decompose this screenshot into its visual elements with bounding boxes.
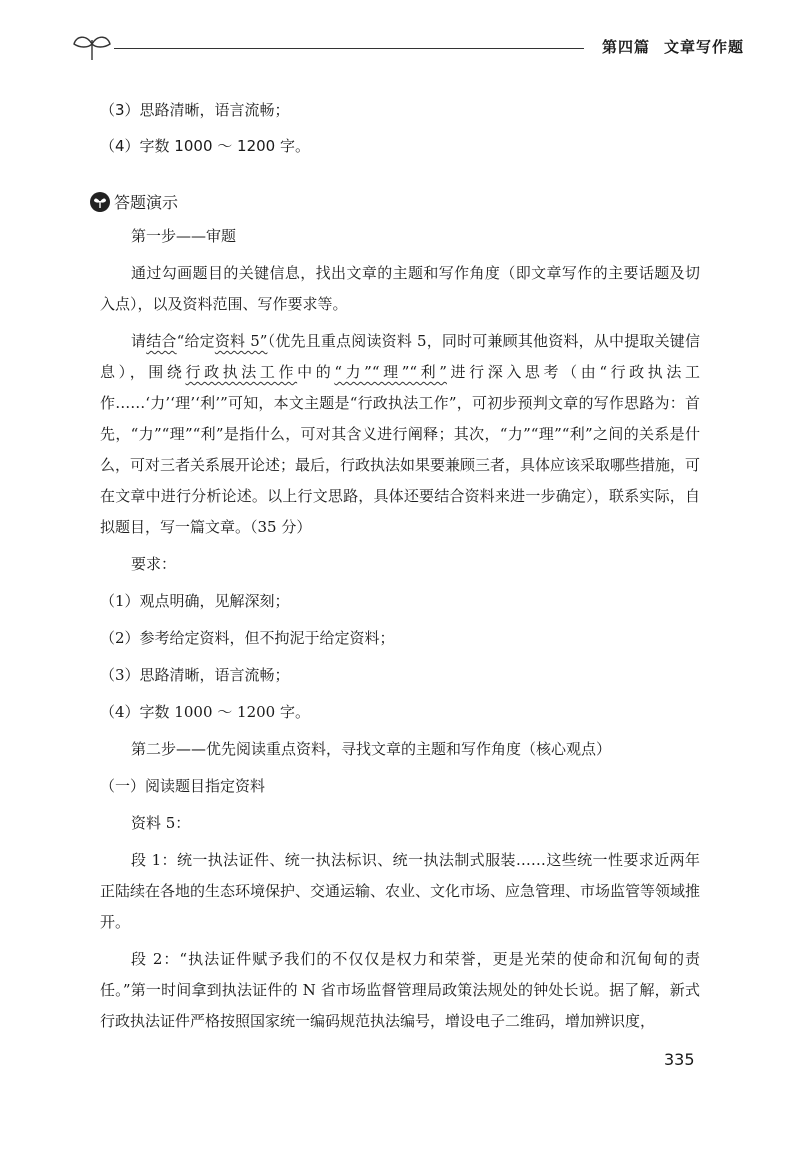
q-h-wavy: “力”“理”“利” (334, 363, 447, 381)
question-text (100, 326, 700, 543)
section-heading (90, 190, 700, 213)
step2-title: 第二步——优先阅读重点资料，寻找文章的主题和写作角度（核心观点） (131, 740, 612, 758)
material-paragraph-1: 段 1：统一执法证件、统一执法标识、统一执法制式服装……这些统一性要求近两年正陆续在各地的生态环境保护、交通运输、农业、文化市场、应急管理、市场监管等领域推开。 (100, 851, 701, 931)
material-paragraph-2: 段 2：“执法证件赋予我们的不仅仅是权力和荣誉，更是光荣的使命和沉甸甸的责任。”第一时间拿到执法证件的 N 省市场监督管理局政策法规处的钟处长说。据了解，新式行政执法证件严格按照国家统一编码规范执法编号，增设电子二维码，增加辨识度， (100, 950, 700, 1030)
requirement-item: （2）参考给定资料，但不拘泥于给定资料； (100, 629, 395, 647)
list-item: （4）字数 1000 ～ 1200 字。 (100, 137, 310, 155)
page-body (100, 98, 700, 1043)
requirements-label: 要求： (131, 555, 177, 573)
header-part: 第四篇 (602, 38, 651, 56)
q-g: 中的 (297, 363, 335, 381)
q-a: 请 (131, 332, 147, 350)
step1-title: 第一步——审题 (131, 227, 237, 245)
step1-intro: 通过勾画题目的关键信息，找出文章的主题和写作角度（即文章写作的主要话题及切入点），以及资料范围、写作要求等。 (100, 264, 700, 313)
requirement-item: （1）观点明确，见解深刻； (100, 592, 290, 610)
q-b-wavy: 结合 (146, 332, 177, 350)
step2-subtitle: （一）阅读题目指定资料 (100, 777, 266, 795)
header-title: 文章写作题 (664, 38, 745, 56)
q-i: 进行深入思考（由“行政执法工作……‘力’‘理’‘利’”可知，本文主题是“行政执法工作”，可初步预判文章的写作思路为：首先，“力”“理”“利”是指什么，可对其含义进行阐释；其次，“力”“理”“利”之间的关系是什么，可对三者关系展开论述；最后，行政执法如果要兼顾三者，具体应该采取哪些措施，可在文章中进行分析论述。以上行文思路，具体还要结合资料来进一步确定），联系实际，自拟题目，写一篇文章。（35 分） (100, 363, 701, 536)
sprout-icon (72, 32, 112, 62)
header-rule (114, 48, 584, 49)
running-header (72, 30, 745, 64)
leaf-badge-icon (90, 192, 110, 212)
q-d-wavy: 资料 5” (214, 332, 268, 350)
q-e: （优先且重点阅读资料 5，同时可兼顾其他资料，从中提取关键信息），围绕 (100, 332, 700, 381)
requirement-item: （4）字数 1000 ～ 1200 字。 (100, 703, 310, 721)
requirement-item: （3）思路清晰，语言流畅； (100, 666, 290, 684)
header-section (602, 36, 758, 57)
list-item: （3）思路清晰，语言流畅； (100, 101, 290, 119)
q-f-wavy: 行政执法工作 (185, 363, 298, 381)
material-label: 资料 5： (131, 814, 191, 832)
q-c: “给定 (176, 332, 215, 350)
page-number: 335 (664, 1050, 695, 1069)
section-heading-text: 答题演示 (114, 193, 179, 212)
